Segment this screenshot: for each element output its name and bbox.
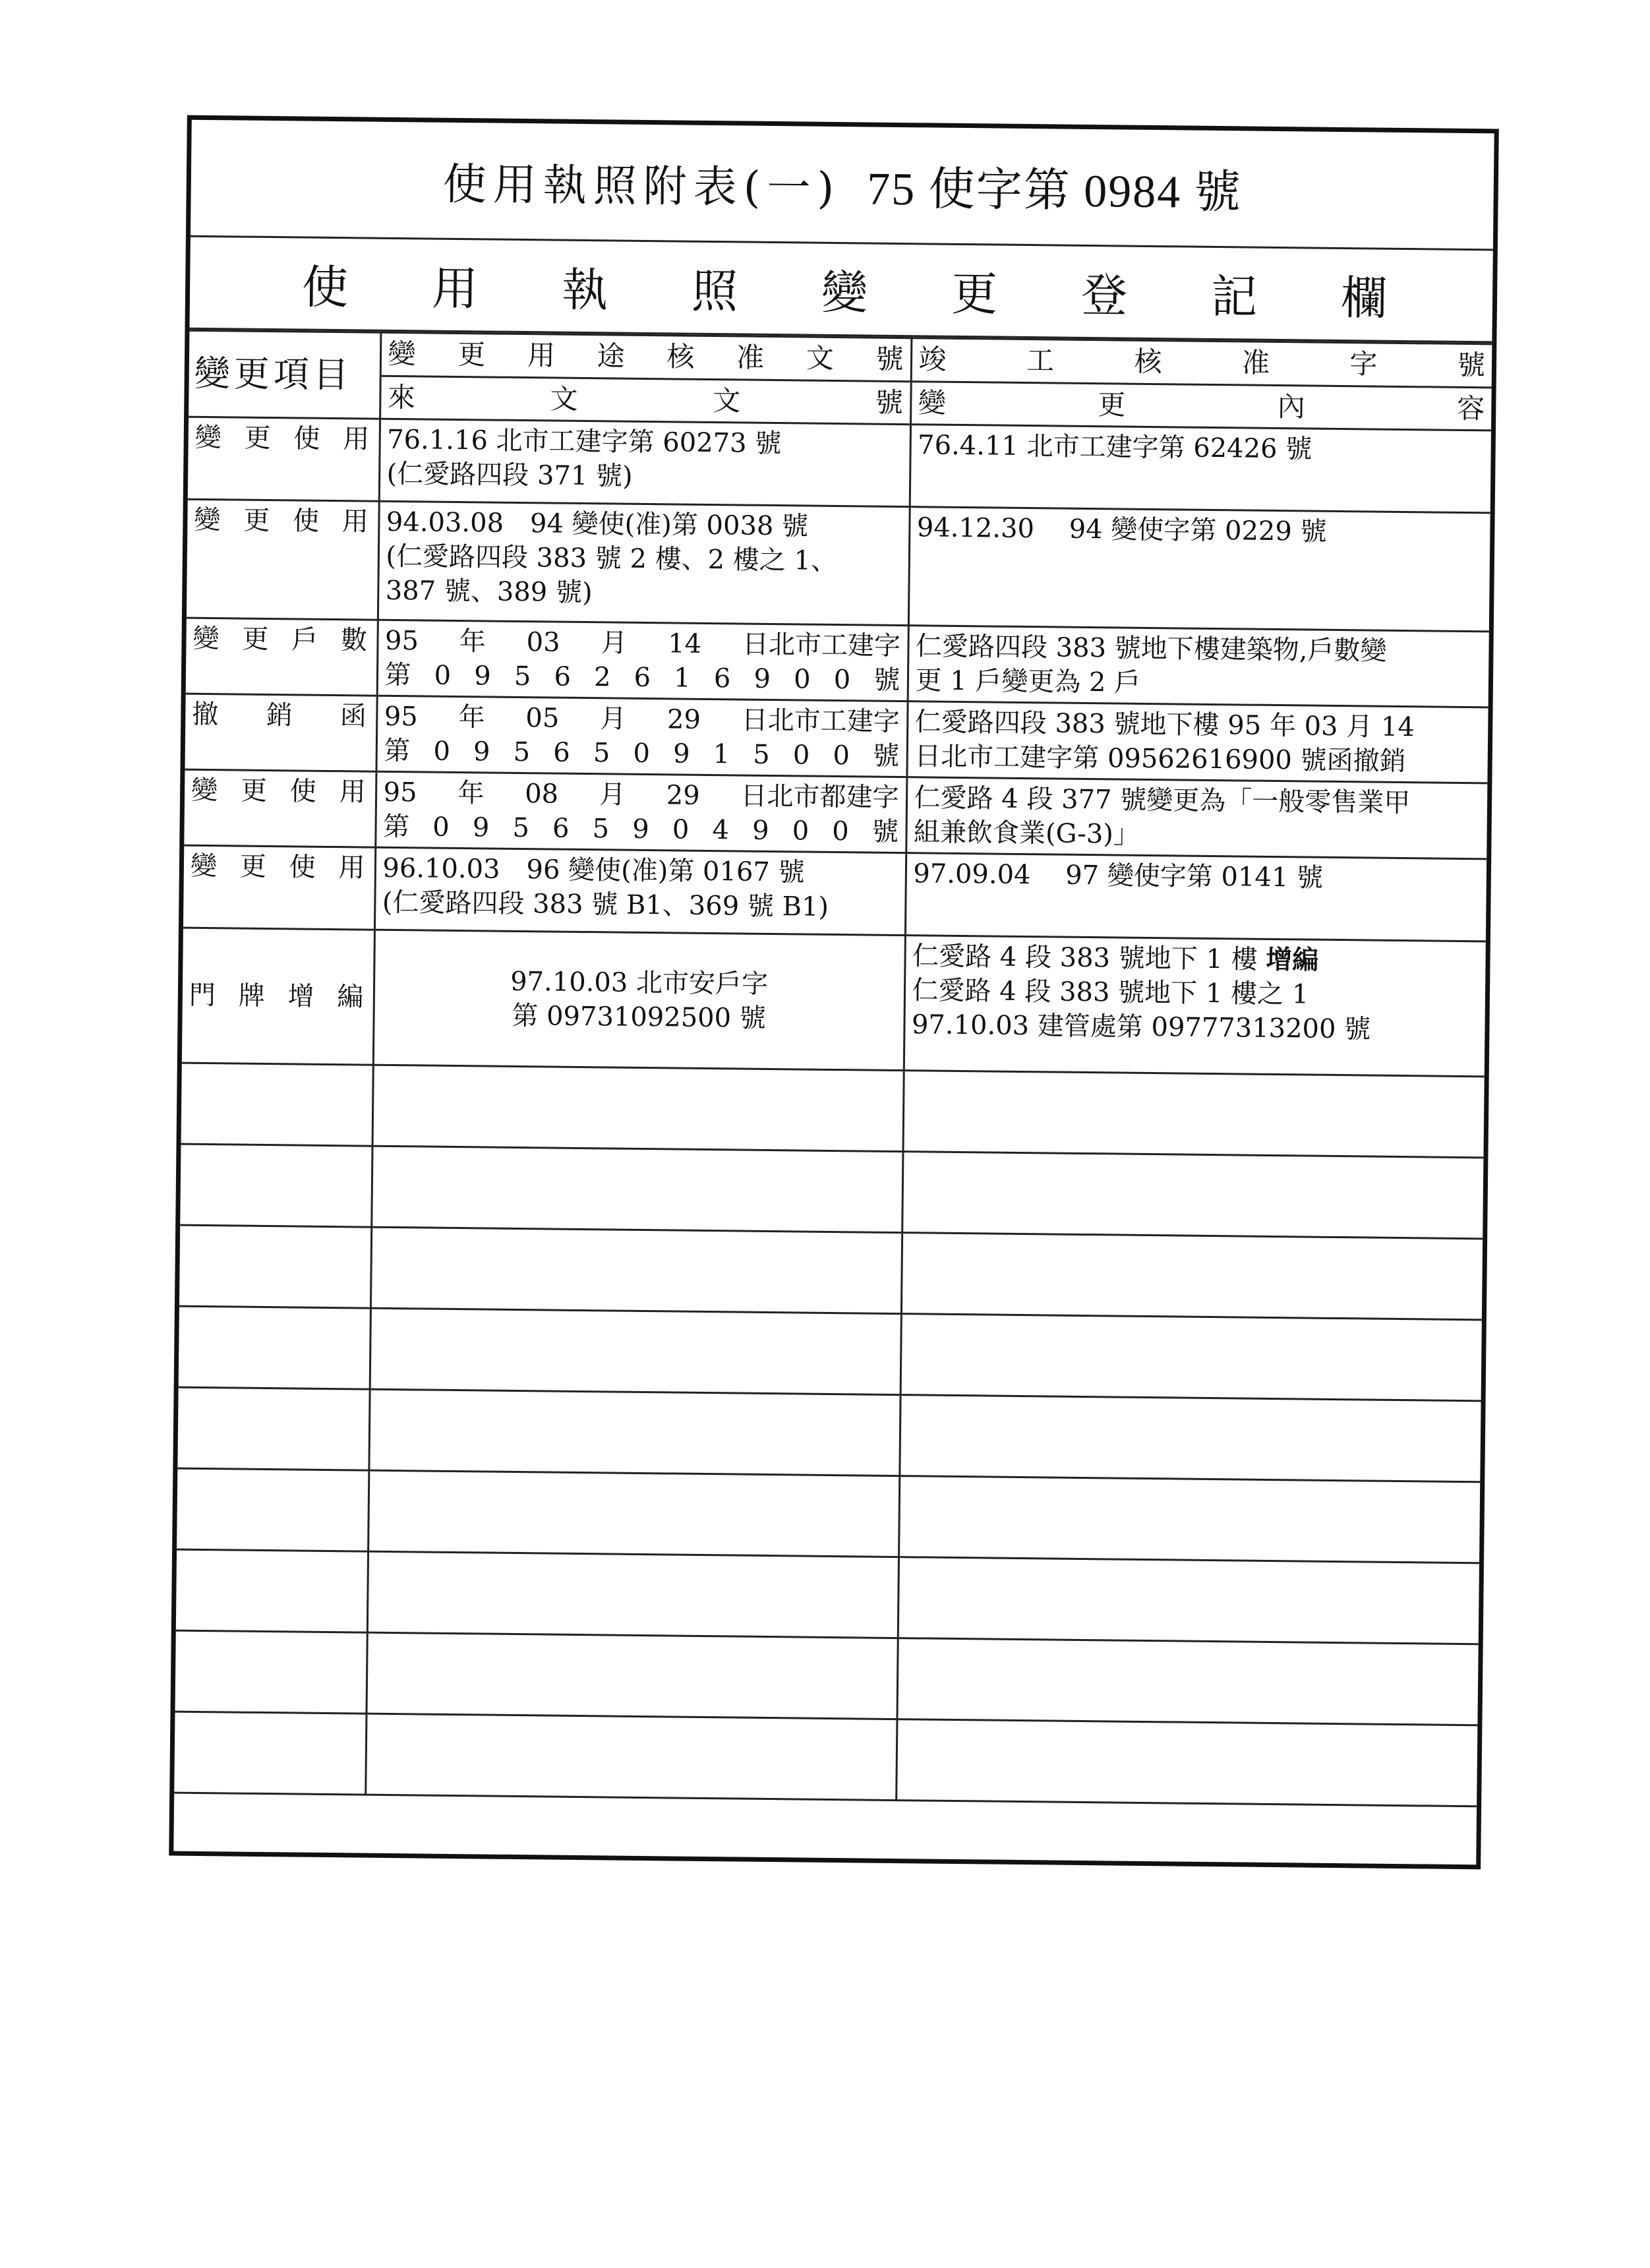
change-item-char: 門 xyxy=(189,980,216,1011)
empty-cell xyxy=(174,1712,366,1795)
approval-token: 9 xyxy=(753,663,771,695)
change-item-char: 用 xyxy=(342,424,370,455)
content-text: 仁愛路 4 段 383 號地下 1 樓之 1 xyxy=(912,975,1309,1010)
content-line: 仁愛路 4 段 377 號變更為「一般零售業甲 xyxy=(914,783,1411,819)
registry-row xyxy=(185,694,1488,783)
empty-cell xyxy=(902,1071,1484,1158)
change-item-char: 銷 xyxy=(266,700,293,731)
empty-cell xyxy=(370,1227,902,1313)
header-char: 號 xyxy=(875,342,904,376)
license-number: 75 使字第 0984 號 xyxy=(866,164,1243,219)
approval-token: 5 xyxy=(593,738,610,769)
header-char: 文 xyxy=(712,384,741,417)
empty-cell xyxy=(175,1630,367,1714)
approval-token: 6 xyxy=(633,662,651,694)
empty-cell xyxy=(365,1714,897,1800)
approval-number-cell xyxy=(376,696,907,777)
approval-token: 0 xyxy=(833,740,850,771)
approval-token: 第 xyxy=(382,812,410,843)
approval-token: 5 xyxy=(513,737,531,768)
change-item-char: 使 xyxy=(292,506,320,537)
header-char: 來 xyxy=(387,380,416,413)
title-prefix: 使用執照附表(一) xyxy=(442,158,841,214)
empty-row xyxy=(175,1630,1479,1725)
change-item-char: 數 xyxy=(340,625,368,656)
content-text: 97.10.03 建管處第 09777313200 號 xyxy=(911,1009,1371,1045)
approval-token: 6 xyxy=(553,737,570,768)
empty-cell xyxy=(896,1719,1477,1806)
approval-token: 29 xyxy=(666,780,700,812)
change-item xyxy=(192,698,369,734)
empty-cell xyxy=(370,1308,901,1394)
approval-token: 08 xyxy=(524,779,559,810)
change-item-char: 使 xyxy=(289,776,317,807)
content-line: 仁愛路四段 383 號地下樓 95 年 03 月 14 xyxy=(914,707,1415,743)
change-item-char: 使 xyxy=(293,423,320,454)
title-char: 記 xyxy=(1210,269,1258,324)
approval-token: 月 xyxy=(599,703,627,734)
change-item-char: 變 xyxy=(194,422,221,454)
header-char: 文 xyxy=(550,382,578,415)
document-frame xyxy=(169,115,1499,1870)
change-item-cell xyxy=(185,694,376,771)
approval-number-cell xyxy=(373,930,905,1070)
approval-token: 2 xyxy=(593,662,611,693)
header-char: 號 xyxy=(875,386,904,419)
change-item-char: 變 xyxy=(192,623,220,655)
header-char: 核 xyxy=(666,340,695,373)
content-line: 仁愛路四段 383 號地下樓建築物,戶數變 xyxy=(915,631,1387,667)
change-content-cell xyxy=(906,701,1488,783)
change-content-cell xyxy=(905,853,1487,941)
approval-token: 0 xyxy=(433,736,451,767)
empty-cell xyxy=(371,1146,902,1232)
title-char: 使 xyxy=(301,260,349,315)
change-item-char: 使 xyxy=(289,852,316,883)
header-char: 變 xyxy=(388,337,416,371)
approval-token: 05 xyxy=(525,703,560,734)
approval-token: 6 xyxy=(713,663,731,694)
header-char: 內 xyxy=(1277,390,1306,423)
empty-row xyxy=(177,1468,1480,1563)
change-item-cell xyxy=(188,417,380,501)
registry-row xyxy=(186,618,1489,707)
change-item-char: 牌 xyxy=(238,980,265,1012)
change-content-cell xyxy=(906,777,1487,859)
change-item-char: 更 xyxy=(239,851,267,883)
change-item xyxy=(192,622,370,658)
approval-token: 0 xyxy=(432,812,450,843)
change-item xyxy=(194,503,371,539)
title-line-1 xyxy=(191,120,1494,251)
content-line: 日北市工建字第 09562616900 號函撤銷 xyxy=(914,741,1406,777)
empty-cell xyxy=(368,1470,899,1557)
title-char: 照 xyxy=(691,264,738,319)
empty-cell xyxy=(899,1395,1481,1482)
approval-line: 76.1.16 北市工建字第 60273 號 xyxy=(386,425,782,460)
approval-token: 5 xyxy=(753,739,770,771)
approval-token: 9 xyxy=(472,812,490,843)
approval-token: 9 xyxy=(632,814,649,845)
approval-token: 第 xyxy=(384,736,411,767)
approval-line xyxy=(383,775,899,815)
empty-cell xyxy=(902,1152,1483,1239)
empty-cell xyxy=(898,1557,1479,1644)
change-item-char: 戶 xyxy=(291,624,318,655)
content-bold: 增編 xyxy=(1266,944,1319,976)
approval-token: 9 xyxy=(474,661,491,692)
approval-token: 年 xyxy=(457,778,485,809)
header-char: 文 xyxy=(806,342,835,374)
content-line: 94.12.30 94 變使字第 0229 號 xyxy=(916,512,1327,547)
header-char: 核 xyxy=(1134,345,1162,378)
approval-token: 第 xyxy=(384,660,411,691)
empty-row xyxy=(179,1225,1483,1320)
approval-token: 29 xyxy=(666,704,701,736)
title-char: 登 xyxy=(1080,268,1128,323)
approval-token: 0 xyxy=(793,664,811,695)
change-item-char: 變 xyxy=(191,775,218,806)
change-item-char: 變 xyxy=(190,850,218,882)
change-item-char: 更 xyxy=(242,624,269,655)
empty-cell xyxy=(176,1549,368,1632)
approval-token: 5 xyxy=(592,814,610,845)
registry-row xyxy=(184,769,1487,859)
title-2-chars xyxy=(190,249,1493,330)
approval-token: 0 xyxy=(672,814,690,845)
empty-row xyxy=(176,1549,1479,1644)
change-item-cell xyxy=(183,845,375,930)
approval-number-cell xyxy=(374,847,906,935)
approval-token: 日北市工建字 xyxy=(741,705,900,738)
change-item-char: 函 xyxy=(339,701,367,732)
approval-token: 03 xyxy=(526,627,560,658)
title-line-2 xyxy=(189,237,1492,343)
content-line xyxy=(912,1007,1479,1048)
empty-cell xyxy=(180,1144,372,1227)
approval-token: 1 xyxy=(674,663,691,694)
change-item-cell xyxy=(184,769,376,847)
registry-row xyxy=(182,928,1486,1077)
empty-cell xyxy=(177,1387,369,1470)
approval-line: 94.03.08 94 變使(准)第 0038 號 xyxy=(386,507,809,542)
empty-cell xyxy=(179,1225,371,1308)
registry-row xyxy=(183,845,1487,941)
empty-cell xyxy=(177,1468,368,1551)
content-line: 組兼飲食業(G-3)」 xyxy=(913,817,1140,850)
change-content-cell xyxy=(910,425,1491,513)
content-line: 97.09.04 97 變使字第 0141 號 xyxy=(913,858,1324,893)
header-char: 字 xyxy=(1349,347,1378,380)
change-item-char: 用 xyxy=(338,852,365,883)
approval-token: 95 xyxy=(383,777,417,808)
header-char: 變 xyxy=(918,386,947,419)
approval-token: 5 xyxy=(514,661,531,692)
change-item-cell xyxy=(187,499,379,620)
approval-token: 0 xyxy=(792,816,810,847)
header-char: 用 xyxy=(527,339,556,372)
approval-number-cell xyxy=(378,501,910,625)
approval-token: 號 xyxy=(872,740,900,772)
approval-line xyxy=(385,624,901,663)
title-char: 執 xyxy=(561,262,608,318)
approval-token: 9 xyxy=(473,736,490,767)
title-char: 更 xyxy=(951,266,998,322)
change-item-cell xyxy=(186,618,378,696)
approval-line: 387 號、389 號) xyxy=(385,576,593,609)
approval-token: 號 xyxy=(871,816,899,848)
header-char: 更 xyxy=(1098,388,1126,421)
approval-token: 月 xyxy=(599,779,626,810)
content-line: 更 1 戶變更為 2 戶 xyxy=(915,665,1141,699)
empty-cell xyxy=(367,1632,898,1719)
change-item-char: 更 xyxy=(240,775,268,807)
approval-token: 6 xyxy=(552,813,570,844)
empty-cell xyxy=(181,1063,373,1146)
empty-cell xyxy=(367,1551,899,1638)
title-char: 欄 xyxy=(1340,270,1388,326)
header-char: 竣 xyxy=(918,343,947,376)
empty-row xyxy=(177,1387,1481,1482)
content-line xyxy=(912,973,1479,1013)
empty-cell xyxy=(368,1389,900,1476)
header-char: 容 xyxy=(1457,392,1485,425)
approval-token: 0 xyxy=(633,738,651,769)
approval-token: 0 xyxy=(434,660,452,692)
header-col2-top xyxy=(380,332,912,381)
approval-token: 95 xyxy=(384,701,418,732)
header-item: 變更項目 xyxy=(189,330,380,419)
change-item xyxy=(191,849,368,885)
approval-line: (仁愛路四段 371 號) xyxy=(386,459,633,492)
header-char: 准 xyxy=(1241,346,1270,379)
change-item-char: 更 xyxy=(243,505,270,537)
change-item-char: 撤 xyxy=(192,699,219,731)
empty-row xyxy=(181,1063,1485,1158)
approval-number-cell xyxy=(375,771,906,852)
approval-token: 日北市工建字 xyxy=(742,629,901,662)
empty-row xyxy=(174,1712,1477,1806)
change-content-cell xyxy=(908,626,1489,707)
approval-line xyxy=(383,810,899,849)
registry-row xyxy=(188,417,1491,513)
header-char: 工 xyxy=(1026,344,1055,377)
header-char: 更 xyxy=(457,338,486,371)
change-item-char: 增 xyxy=(287,981,314,1012)
header-col3-top xyxy=(911,338,1492,388)
approval-token: 9 xyxy=(751,815,769,847)
approval-token: 95 xyxy=(384,626,419,657)
content-line xyxy=(912,939,1479,979)
header-col2-bottom xyxy=(380,376,911,425)
title-char: 變 xyxy=(821,265,868,320)
approval-token: 1 xyxy=(713,739,730,770)
approval-line xyxy=(384,700,900,739)
empty-cell xyxy=(900,1314,1482,1401)
change-registry-table xyxy=(174,330,1492,1808)
approval-token: 6 xyxy=(554,661,572,692)
approval-number-cell xyxy=(377,620,908,701)
content-text: 仁愛路 4 段 383 號地下 1 樓 xyxy=(912,941,1266,976)
registry-row xyxy=(187,499,1490,632)
approval-token: 年 xyxy=(459,626,486,657)
header-char: 途 xyxy=(597,340,625,373)
header-char: 准 xyxy=(736,341,765,374)
approval-token: 0 xyxy=(832,816,849,847)
approval-token: 號 xyxy=(873,665,900,696)
approval-token: 14 xyxy=(667,628,702,660)
approval-token: 0 xyxy=(833,665,851,696)
empty-cell xyxy=(372,1065,904,1151)
approval-token: 4 xyxy=(712,815,730,846)
change-item xyxy=(194,421,372,457)
change-item xyxy=(191,773,368,810)
empty-cell xyxy=(179,1306,370,1389)
approval-token: 0 xyxy=(792,740,810,771)
header-char: 號 xyxy=(1457,348,1486,382)
approval-token: 年 xyxy=(458,702,485,733)
approval-line: 97.10.03 北市安戶字 xyxy=(510,967,769,1000)
approval-line xyxy=(384,658,900,698)
approval-line: 96.10.03 96 變使(准)第 0167 號 xyxy=(382,853,805,888)
content-line: 76.4.11 北市工建字第 62426 號 xyxy=(917,430,1312,465)
approval-token: 9 xyxy=(672,738,690,769)
approval-line: 第 09731092500 號 xyxy=(512,1001,767,1034)
change-item-char: 用 xyxy=(339,777,366,808)
approval-token: 5 xyxy=(512,813,530,844)
approval-number-cell xyxy=(379,419,910,506)
change-item-char: 更 xyxy=(244,423,271,454)
change-item-char: 用 xyxy=(341,506,369,537)
change-content-cell xyxy=(904,936,1486,1077)
header-col3-bottom xyxy=(910,381,1492,431)
empty-cell xyxy=(901,1233,1483,1320)
approval-token: 日北市都建字 xyxy=(740,781,899,814)
change-content-cell xyxy=(908,507,1490,632)
approval-line xyxy=(384,734,900,773)
empty-cell xyxy=(899,1476,1480,1563)
empty-cell xyxy=(897,1638,1478,1725)
title-char: 用 xyxy=(431,261,479,316)
change-item-char: 變 xyxy=(194,504,221,536)
approval-line: (仁愛路四段 383 號 2 樓、2 樓之 1、 xyxy=(386,541,838,577)
change-item-char: 編 xyxy=(337,982,364,1013)
change-item-cell xyxy=(182,928,374,1065)
change-item xyxy=(189,978,367,1015)
empty-row xyxy=(179,1306,1482,1401)
empty-row xyxy=(180,1144,1483,1239)
approval-token: 月 xyxy=(601,628,628,659)
approval-line: (仁愛路四段 383 號 B1、369 號 B1) xyxy=(382,887,829,923)
